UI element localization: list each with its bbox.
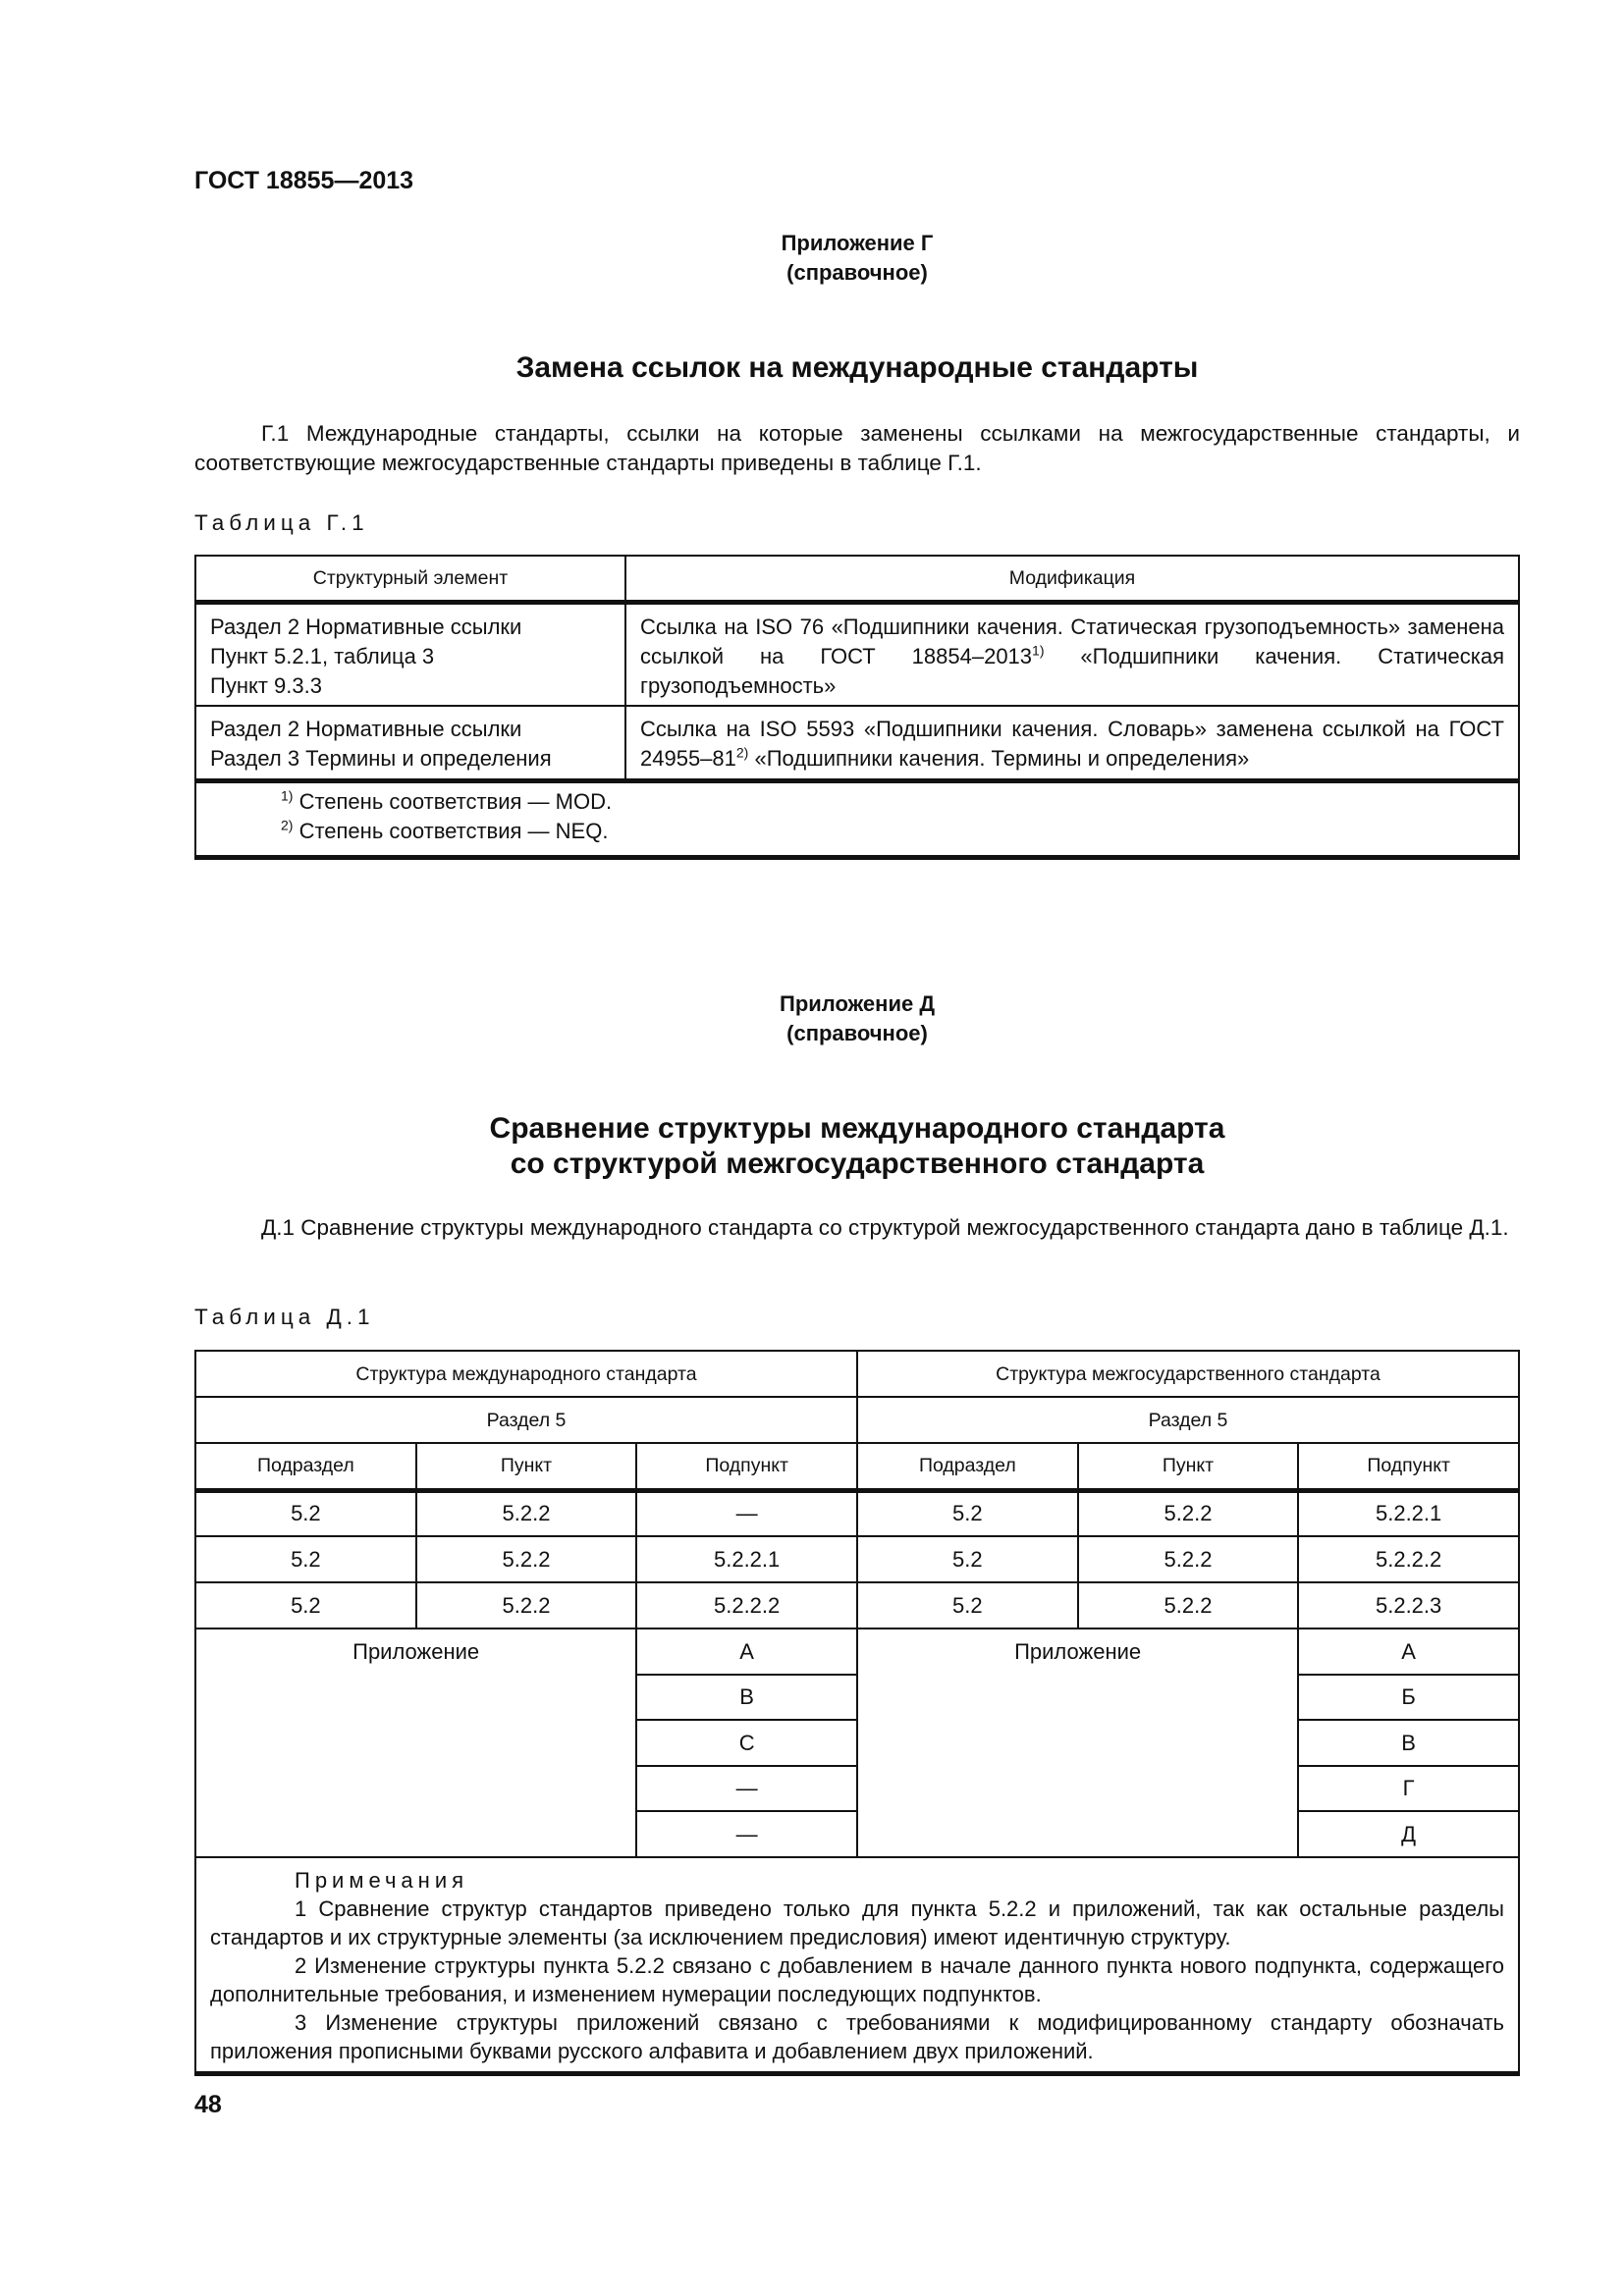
cell: 5.2	[195, 1490, 416, 1536]
header-cell: Модификация	[625, 556, 1519, 602]
note: 1 Сравнение структур стандартов приведено только для пункта 5.2.2 и приложений, так как остальные разделы стандартов и их структурные элементы (за исключением предисловия) имеют идентичную структуру.	[210, 1896, 1504, 1949]
cell: 5.2.2.1	[636, 1536, 857, 1582]
appendix-d-heading	[194, 989, 1520, 1048]
header-cell: Раздел 5	[195, 1397, 857, 1443]
appendix-g-paragraph: Г.1 Международные стандарты, ссылки на которые заменены ссылками на межгосударственные стандарты, и соответствующие межгосударственные стандарты приведены в таблице Г.1.	[194, 421, 1520, 475]
cell: Б	[1298, 1675, 1519, 1720]
appendix-label-cell: Приложение	[857, 1629, 1298, 1857]
appendix-g-title: Замена ссылок на международные стандарты	[515, 351, 1199, 384]
modification-text: Ссылка на ISO 5593 «Подшипники качения. Словарь» заменена ссылкой на ГОСТ 24955–81	[640, 717, 1504, 771]
footnote-mark: 1)	[281, 787, 294, 804]
footnote-text: Степень соответствия — NEQ.	[293, 818, 609, 843]
cell: 5.2	[857, 1536, 1078, 1582]
appendix-label-cell: Приложение	[195, 1629, 636, 1857]
modification-cell	[625, 602, 1519, 706]
footnote-mark: 2)	[281, 817, 294, 833]
title-line: Сравнение структуры международного стандарта	[489, 1112, 1225, 1145]
header-cell: Раздел 5	[857, 1397, 1519, 1443]
cell: 5.2.2	[1078, 1536, 1299, 1582]
appendix-g-heading	[194, 229, 1520, 288]
cell: B	[636, 1675, 857, 1720]
cell: 5.2	[195, 1536, 416, 1582]
table-row	[195, 706, 1519, 780]
table-row	[195, 602, 1519, 706]
cell: —	[636, 1766, 857, 1811]
appendix-d-type: (справочное)	[786, 1021, 928, 1045]
modification-text: «Подшипники качения. Термины и определения»	[748, 746, 1250, 771]
table-row	[195, 1582, 1519, 1629]
cell: 5.2.2	[416, 1582, 637, 1629]
table-header-row	[195, 556, 1519, 602]
table-g1	[194, 555, 1520, 860]
header-cell: Структурный элемент	[195, 556, 625, 602]
modification-text: «Подшипники качения. Статическая грузоподъемность»	[640, 643, 1504, 698]
header-cell: Структура межгосударственного стандарта	[857, 1351, 1519, 1397]
cell: 5.2.2	[416, 1490, 637, 1536]
element-cell	[195, 706, 625, 780]
cell: 5.2	[195, 1582, 416, 1629]
footnote	[281, 817, 1518, 846]
table-d1-caption: Таблица Д.1	[194, 1305, 375, 1329]
element-line: Раздел 3 Термины и определения	[210, 746, 552, 771]
page-number: 48	[194, 2091, 222, 2118]
appendix-g-label: Приложение Г	[781, 231, 934, 255]
footnote-text: Степень соответствия — MOD.	[293, 788, 613, 814]
cell: 5.2.2.2	[636, 1582, 857, 1629]
appendix-g-type: (справочное)	[786, 260, 928, 285]
cell: 5.2	[857, 1582, 1078, 1629]
element-line: Пункт 9.3.3	[210, 672, 322, 698]
document-id: ГОСТ 18855—2013	[194, 167, 414, 194]
header-cell: Подраздел	[195, 1443, 416, 1490]
cell: —	[636, 1811, 857, 1857]
modification-cell	[625, 706, 1519, 780]
cell: 5.2	[857, 1490, 1078, 1536]
column-header-row	[195, 1443, 1519, 1490]
notes-row	[195, 1857, 1519, 2074]
cell: Г	[1298, 1766, 1519, 1811]
cell: 5.2.2.2	[1298, 1536, 1519, 1582]
appendix-d-label: Приложение Д	[780, 991, 935, 1016]
notes-cell	[195, 1857, 1519, 2074]
element-line: Пункт 5.2.1, таблица 3	[210, 643, 435, 668]
table-row	[195, 1490, 1519, 1536]
element-line: Раздел 2 Нормативные ссылки	[210, 614, 522, 639]
footnote-mark: 1)	[1032, 642, 1045, 659]
note: 3 Изменение структуры приложений связано с требованиями к модифицированному стандарту обозначать приложения прописными буквами русского алфавита и добавлением двух приложений.	[210, 2010, 1504, 2063]
modification-text: Ссылка на ISO 76 «Подшипники качения. Статическая грузоподъемность» заменена ссылкой на ГОСТ 18854–2013	[640, 614, 1504, 668]
cell: 5.2.2.1	[1298, 1490, 1519, 1536]
title-line: со структурой межгосударственного стандарта	[510, 1148, 1205, 1180]
header-cell: Пункт	[1078, 1443, 1299, 1490]
appendix-d-paragraph: Д.1 Сравнение структуры международного стандарта со структурой межгосударственного стандарта дано в таблице Д.1.	[261, 1215, 1509, 1240]
cell: A	[636, 1629, 857, 1675]
cell: C	[636, 1720, 857, 1766]
footnote	[281, 787, 1518, 817]
group-header-row	[195, 1351, 1519, 1397]
cell: 5.2.2	[1078, 1490, 1299, 1536]
cell: 5.2.2.3	[1298, 1582, 1519, 1629]
element-cell	[195, 602, 625, 706]
appendix-d-title	[194, 1111, 1520, 1182]
header-cell: Структура международного стандарта	[195, 1351, 857, 1397]
appendix-row	[195, 1629, 1519, 1675]
section-header-row	[195, 1397, 1519, 1443]
footnote-mark: 2)	[735, 744, 749, 761]
cell: В	[1298, 1720, 1519, 1766]
header-cell: Подраздел	[857, 1443, 1078, 1490]
footnotes-cell	[195, 780, 1519, 857]
header-cell: Пункт	[416, 1443, 637, 1490]
notes-title: Примечания	[295, 1868, 469, 1893]
note: 2 Изменение структуры пункта 5.2.2 связано с добавлением в начале данного пункта нового подпункта, содержащего дополнительные требования, и изменением нумерации последующих подпунктов.	[210, 1953, 1504, 2006]
cell: Д	[1298, 1811, 1519, 1857]
footnotes-row	[195, 780, 1519, 857]
header-cell: Подпункт	[1298, 1443, 1519, 1490]
cell: 5.2.2	[416, 1536, 637, 1582]
cell: 5.2.2	[1078, 1582, 1299, 1629]
table-d1	[194, 1350, 1520, 2076]
table-g1-caption: Таблица Г.1	[194, 510, 369, 535]
header-cell: Подпункт	[636, 1443, 857, 1490]
cell: —	[636, 1490, 857, 1536]
cell: А	[1298, 1629, 1519, 1675]
element-line: Раздел 2 Нормативные ссылки	[210, 717, 522, 741]
table-row	[195, 1536, 1519, 1582]
